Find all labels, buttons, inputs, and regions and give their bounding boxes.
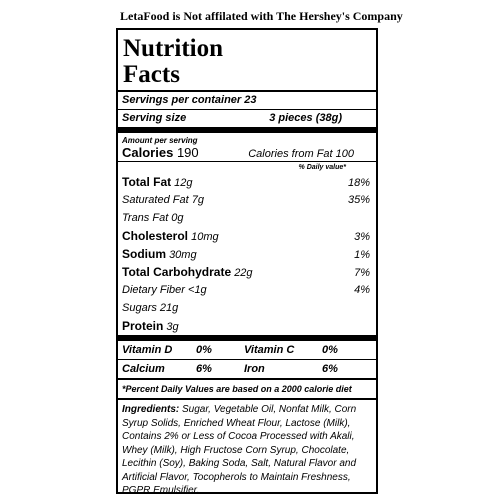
serving-size-label: Serving size — [122, 112, 187, 124]
ingredients-label: Ingredients: — [122, 404, 180, 415]
vitamin-value: 6% — [322, 363, 338, 375]
title-line-1: Nutrition — [123, 35, 223, 62]
ingredients-text: Sugar, Vegetable Oil, Nonfat Milk, Corn Syrup Solids, Enriched Wheat Flour, Lactose (Milk), Contains 2% or Less of Cocoa Processed with Akali, Whey (Milk), High Fructose Corn Syrup, Chocolate, Lecithin (Soy), Baking Soda, Salt, Natural Flavor and Artificial Flavor, Tocopherols to Maintain Freshness, PGPR Emulsifier. — [122, 404, 357, 496]
nutrient-row-cholesterol — [118, 227, 376, 245]
nutrient-amount: 30mg — [169, 249, 197, 261]
calories-label: Calories — [122, 145, 174, 160]
nutrition-facts-label — [116, 28, 378, 494]
nutrient-row-saturated-fat — [118, 191, 376, 209]
vitamin-name: Vitamin C — [244, 344, 295, 356]
ingredients-block — [118, 400, 376, 498]
nutrient-row-total-carbohydrate — [118, 263, 376, 281]
daily-value-footnote: *Percent Daily Values are based on a 2000 calorie diet — [122, 384, 352, 394]
nutrient-row-total-fat — [118, 173, 376, 191]
servings-per-container: Servings per container 23 — [122, 94, 257, 106]
vitamin-value: 6% — [196, 363, 212, 375]
nutrient-name: Trans Fat 0g — [122, 212, 184, 224]
nutrient-name: Total Carbohydrate — [122, 265, 232, 279]
nutrient-name: Saturated Fat 7g — [122, 194, 204, 206]
nutrient-name: Sugars 21g — [122, 302, 179, 314]
vitamin-name: Calcium — [122, 363, 165, 375]
nutrient-row-sugars — [118, 299, 376, 317]
nutrient-row-protein — [118, 317, 376, 335]
nutrient-amount: 10mg — [191, 231, 219, 243]
vitamin-row — [118, 341, 376, 359]
nutrient-amount: 22g — [234, 267, 253, 279]
nutrient-daily-value: 1% — [354, 249, 370, 261]
serving-size-value: 3 pieces (38g) — [269, 112, 342, 124]
nutrient-amount: 3g — [166, 321, 179, 333]
nutrient-name: Protein — [122, 319, 164, 333]
nutrient-row-sodium — [118, 245, 376, 263]
calories-label-group — [122, 145, 199, 161]
nutrient-row-trans-fat — [118, 209, 376, 227]
vitamin-name: Vitamin D — [122, 344, 173, 356]
calories-value: 190 — [176, 145, 199, 160]
nutrient-name: Sodium — [122, 247, 166, 261]
serving-size-row — [118, 110, 376, 127]
nutrient-daily-value: 3% — [354, 231, 370, 243]
nutrient-daily-value: 7% — [354, 267, 370, 279]
calories-from-fat: Calories from Fat 100 — [248, 148, 354, 160]
servings-per-container-row — [118, 92, 376, 109]
daily-value-header: % Daily value* — [298, 164, 346, 171]
amount-per-serving: Amount per serving — [122, 136, 198, 145]
title-line-2: Facts — [123, 61, 180, 88]
disclaimer-text: LetaFood is Not affilated with The Hershey's Company — [120, 9, 403, 23]
nutrient-name: Total Fat — [122, 175, 172, 189]
nutrient-amount: 12g — [174, 177, 193, 189]
vitamin-name: Iron — [244, 363, 265, 375]
nutrient-name: Dietary Fiber <1g — [122, 284, 207, 296]
vitamin-row — [118, 360, 376, 378]
nutrient-row-dietary-fiber — [118, 281, 376, 299]
nutrient-list — [118, 173, 376, 335]
vitamin-value: 0% — [322, 344, 338, 356]
vitamin-value: 0% — [196, 344, 212, 356]
nutrient-name: Cholesterol — [122, 229, 189, 243]
label-title — [118, 30, 376, 90]
nutrient-daily-value: 35% — [347, 194, 370, 206]
calories-row — [118, 145, 376, 161]
nutrient-daily-value: 18% — [347, 177, 370, 189]
nutrient-daily-value: 4% — [354, 284, 370, 296]
